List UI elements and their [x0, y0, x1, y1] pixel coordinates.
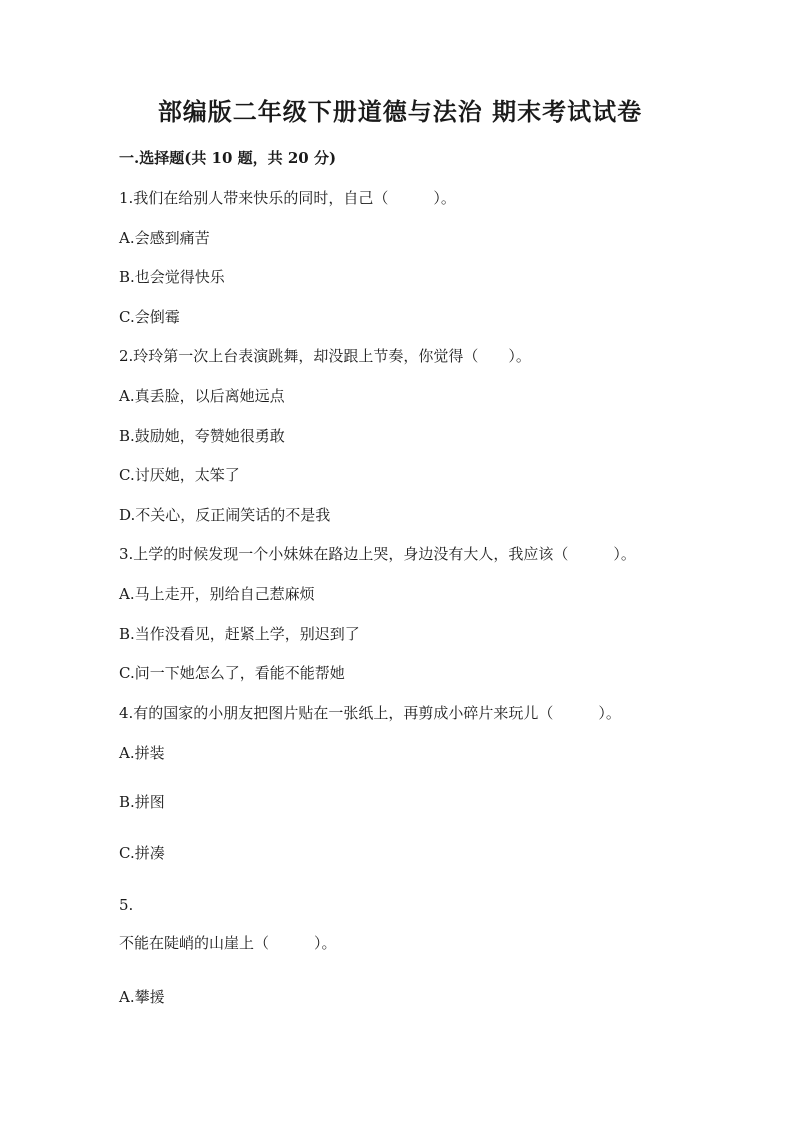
- question-3-option-c: C.问一下她怎么了，看能不能帮她: [119, 664, 345, 682]
- question-4-stem: 4.有的国家的小朋友把图片贴在一张纸上，再剪成小碎片来玩儿（ ）。: [119, 704, 621, 722]
- question-1-option-b: B.也会觉得快乐: [119, 268, 225, 286]
- question-2-option-c: C.讨厌她，太笨了: [119, 466, 240, 484]
- question-2-option-a: A.真丢脸，以后离她远点: [119, 387, 285, 405]
- question-3-stem: 3.上学的时候发现一个小妹妹在路边上哭，身边没有大人，我应该（ ）。: [119, 545, 636, 563]
- question-5-stem: 不能在陡峭的山崖上（ ）。: [119, 934, 337, 952]
- question-5-number: 5.: [119, 896, 134, 914]
- question-4-option-c: C.拼凑: [119, 844, 165, 862]
- question-4-option-a: A.拼装: [119, 744, 165, 762]
- section-heading: 一.选择题(共 10 题，共 20 分): [119, 149, 337, 167]
- question-3-option-b: B.当作没看见，赶紧上学，别迟到了: [119, 625, 360, 643]
- question-3-option-a: A.马上走开，别给自己惹麻烦: [119, 585, 315, 603]
- question-1-stem: 1.我们在给别人带来快乐的同时，自己（ ）。: [119, 189, 456, 207]
- exam-title: 部编版二年级下册道德与法治 期末考试试卷: [157, 97, 643, 126]
- question-5-option-a: A.攀援: [119, 988, 165, 1006]
- question-2-option-d: D.不关心，反正闹笑话的不是我: [119, 506, 331, 524]
- question-2-stem: 2.玲玲第一次上台表演跳舞，却没跟上节奏，你觉得（ ）。: [119, 347, 531, 365]
- question-1-option-c: C.会倒霉: [119, 308, 180, 326]
- question-2-option-b: B.鼓励她，夸赞她很勇敢: [119, 427, 285, 445]
- question-1-option-a: A.会感到痛苦: [119, 229, 210, 247]
- question-4-option-b: B.拼图: [119, 793, 165, 811]
